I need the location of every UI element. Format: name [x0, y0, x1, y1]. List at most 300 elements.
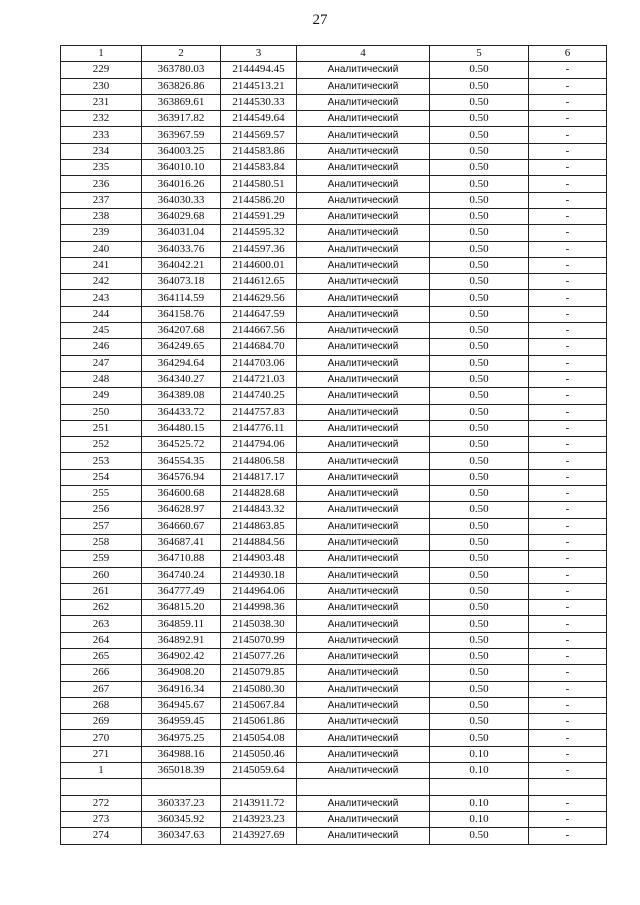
table-row	[61, 697, 607, 713]
method-cell: Аналитический	[297, 828, 430, 844]
x-coordinate-cell: 364294.64	[142, 355, 221, 371]
note-cell: -	[529, 176, 607, 192]
note-cell: -	[529, 420, 607, 436]
page-number: 27	[312, 12, 328, 28]
table-row	[61, 730, 607, 746]
table-row	[61, 551, 607, 567]
point-number-cell: 238	[61, 208, 142, 224]
method-cell: Аналитический	[297, 323, 430, 339]
y-coordinate-cell: 2144757.83	[221, 404, 297, 420]
point-number-cell: 235	[61, 160, 142, 176]
note-cell: -	[529, 600, 607, 616]
accuracy-cell: 0.50	[430, 518, 529, 534]
accuracy-cell: 0.50	[430, 323, 529, 339]
x-coordinate-cell: 364892.91	[142, 632, 221, 648]
table-row	[61, 567, 607, 583]
y-coordinate-cell: 2145059.64	[221, 763, 297, 779]
point-number-cell: 256	[61, 502, 142, 518]
point-number-cell: 260	[61, 567, 142, 583]
x-coordinate-cell: 360345.92	[142, 811, 221, 827]
method-cell: Аналитический	[297, 811, 430, 827]
y-coordinate-cell: 2145070.99	[221, 632, 297, 648]
point-number-cell	[61, 779, 142, 795]
point-number-cell: 257	[61, 518, 142, 534]
x-coordinate-cell: 364249.65	[142, 339, 221, 355]
method-cell: Аналитический	[297, 486, 430, 502]
point-number-cell: 249	[61, 388, 142, 404]
y-coordinate-cell: 2144597.36	[221, 241, 297, 257]
point-number-cell: 231	[61, 94, 142, 110]
table-row	[61, 600, 607, 616]
y-coordinate-cell: 2144828.68	[221, 486, 297, 502]
note-cell: -	[529, 616, 607, 632]
y-coordinate-cell: 2144667.56	[221, 323, 297, 339]
note-cell: -	[529, 208, 607, 224]
note-cell: -	[529, 306, 607, 322]
method-cell: Аналитический	[297, 94, 430, 110]
method-cell: Аналитический	[297, 795, 430, 811]
table-body	[61, 62, 607, 844]
note-cell: -	[529, 763, 607, 779]
table-row	[61, 176, 607, 192]
note-cell: -	[529, 681, 607, 697]
y-coordinate-cell: 2144703.06	[221, 355, 297, 371]
table-row	[61, 306, 607, 322]
note-cell	[529, 779, 607, 795]
accuracy-cell: 0.50	[430, 828, 529, 844]
point-number-cell: 265	[61, 648, 142, 664]
point-number-cell: 267	[61, 681, 142, 697]
y-coordinate-cell	[221, 779, 297, 795]
accuracy-cell: 0.50	[430, 192, 529, 208]
method-cell: Аналитический	[297, 274, 430, 290]
accuracy-cell: 0.10	[430, 746, 529, 762]
method-cell: Аналитический	[297, 192, 430, 208]
x-coordinate-cell: 363917.82	[142, 111, 221, 127]
note-cell: -	[529, 518, 607, 534]
x-coordinate-cell: 364480.15	[142, 420, 221, 436]
column-header-6: 6	[529, 46, 607, 62]
x-coordinate-cell: 364660.67	[142, 518, 221, 534]
y-coordinate-cell: 2144806.58	[221, 453, 297, 469]
accuracy-cell: 0.50	[430, 567, 529, 583]
method-cell: Аналитический	[297, 583, 430, 599]
note-cell: -	[529, 160, 607, 176]
x-coordinate-cell: 364003.25	[142, 143, 221, 159]
point-number-cell: 261	[61, 583, 142, 599]
point-number-cell: 259	[61, 551, 142, 567]
x-coordinate-cell: 363780.03	[142, 62, 221, 78]
accuracy-cell: 0.50	[430, 453, 529, 469]
note-cell: -	[529, 241, 607, 257]
table-row	[61, 779, 607, 795]
x-coordinate-cell: 364016.26	[142, 176, 221, 192]
y-coordinate-cell: 2145077.26	[221, 648, 297, 664]
accuracy-cell: 0.50	[430, 502, 529, 518]
method-cell: Аналитический	[297, 290, 430, 306]
point-number-cell: 245	[61, 323, 142, 339]
point-number-cell: 268	[61, 697, 142, 713]
accuracy-cell: 0.50	[430, 225, 529, 241]
note-cell: -	[529, 127, 607, 143]
table-row	[61, 388, 607, 404]
x-coordinate-cell: 364029.68	[142, 208, 221, 224]
point-number-cell: 272	[61, 795, 142, 811]
point-number-cell: 236	[61, 176, 142, 192]
y-coordinate-cell: 2144583.86	[221, 143, 297, 159]
accuracy-cell: 0.50	[430, 388, 529, 404]
x-coordinate-cell	[142, 779, 221, 795]
y-coordinate-cell: 2144549.64	[221, 111, 297, 127]
x-coordinate-cell: 364207.68	[142, 323, 221, 339]
note-cell: -	[529, 371, 607, 387]
accuracy-cell: 0.50	[430, 600, 529, 616]
point-number-cell: 252	[61, 437, 142, 453]
method-cell: Аналитический	[297, 551, 430, 567]
method-cell: Аналитический	[297, 681, 430, 697]
table-row	[61, 355, 607, 371]
y-coordinate-cell: 2144740.25	[221, 388, 297, 404]
x-coordinate-cell: 364031.04	[142, 225, 221, 241]
note-cell: -	[529, 437, 607, 453]
point-number-cell: 270	[61, 730, 142, 746]
y-coordinate-cell: 2143911.72	[221, 795, 297, 811]
x-coordinate-cell: 364340.27	[142, 371, 221, 387]
point-number-cell: 262	[61, 600, 142, 616]
accuracy-cell: 0.10	[430, 795, 529, 811]
note-cell: -	[529, 290, 607, 306]
note-cell: -	[529, 534, 607, 550]
method-cell: Аналитический	[297, 730, 430, 746]
x-coordinate-cell: 364859.11	[142, 616, 221, 632]
method-cell: Аналитический	[297, 355, 430, 371]
table-row	[61, 241, 607, 257]
y-coordinate-cell: 2144595.32	[221, 225, 297, 241]
y-coordinate-cell: 2144583.84	[221, 160, 297, 176]
note-cell: -	[529, 257, 607, 273]
accuracy-cell: 0.50	[430, 437, 529, 453]
method-cell: Аналитический	[297, 697, 430, 713]
y-coordinate-cell: 2144494.45	[221, 62, 297, 78]
coordinates-table	[60, 45, 607, 845]
table-row	[61, 453, 607, 469]
method-cell: Аналитический	[297, 600, 430, 616]
table-row	[61, 127, 607, 143]
x-coordinate-cell: 364945.67	[142, 697, 221, 713]
method-cell: Аналитический	[297, 648, 430, 664]
table-row	[61, 795, 607, 811]
y-coordinate-cell: 2145038.30	[221, 616, 297, 632]
accuracy-cell: 0.50	[430, 160, 529, 176]
note-cell: -	[529, 648, 607, 664]
method-cell: Аналитический	[297, 453, 430, 469]
y-coordinate-cell: 2144684.70	[221, 339, 297, 355]
table-row	[61, 192, 607, 208]
accuracy-cell: 0.50	[430, 665, 529, 681]
table-row	[61, 111, 607, 127]
method-cell: Аналитический	[297, 420, 430, 436]
accuracy-cell: 0.50	[430, 208, 529, 224]
column-header-3: 3	[221, 46, 297, 62]
accuracy-cell: 0.50	[430, 534, 529, 550]
x-coordinate-cell: 363826.86	[142, 78, 221, 94]
accuracy-cell: 0.10	[430, 763, 529, 779]
note-cell: -	[529, 143, 607, 159]
table-row	[61, 486, 607, 502]
accuracy-cell: 0.50	[430, 241, 529, 257]
y-coordinate-cell: 2144591.29	[221, 208, 297, 224]
point-number-cell: 273	[61, 811, 142, 827]
table-row	[61, 323, 607, 339]
method-cell: Аналитический	[297, 632, 430, 648]
table-row	[61, 534, 607, 550]
table-row	[61, 339, 607, 355]
x-coordinate-cell: 360337.23	[142, 795, 221, 811]
y-coordinate-cell: 2144930.18	[221, 567, 297, 583]
y-coordinate-cell: 2144580.51	[221, 176, 297, 192]
accuracy-cell: 0.50	[430, 469, 529, 485]
point-number-cell: 234	[61, 143, 142, 159]
accuracy-cell: 0.50	[430, 583, 529, 599]
y-coordinate-cell: 2144794.06	[221, 437, 297, 453]
x-coordinate-cell: 364030.33	[142, 192, 221, 208]
point-number-cell: 230	[61, 78, 142, 94]
table-row	[61, 62, 607, 78]
method-cell: Аналитический	[297, 534, 430, 550]
point-number-cell: 274	[61, 828, 142, 844]
point-number-cell: 255	[61, 486, 142, 502]
point-number-cell: 242	[61, 274, 142, 290]
point-number-cell: 250	[61, 404, 142, 420]
method-cell: Аналитический	[297, 437, 430, 453]
note-cell: -	[529, 632, 607, 648]
x-coordinate-cell: 364988.16	[142, 746, 221, 762]
y-coordinate-cell: 2145050.46	[221, 746, 297, 762]
note-cell: -	[529, 225, 607, 241]
y-coordinate-cell: 2144817.17	[221, 469, 297, 485]
note-cell: -	[529, 94, 607, 110]
point-number-cell: 240	[61, 241, 142, 257]
table-row	[61, 583, 607, 599]
note-cell: -	[529, 274, 607, 290]
accuracy-cell: 0.50	[430, 404, 529, 420]
point-number-cell: 244	[61, 306, 142, 322]
method-cell: Аналитический	[297, 763, 430, 779]
y-coordinate-cell: 2143923.23	[221, 811, 297, 827]
accuracy-cell: 0.50	[430, 78, 529, 94]
accuracy-cell: 0.50	[430, 681, 529, 697]
y-coordinate-cell: 2144647.59	[221, 306, 297, 322]
x-coordinate-cell: 364600.68	[142, 486, 221, 502]
note-cell: -	[529, 453, 607, 469]
point-number-cell: 232	[61, 111, 142, 127]
x-coordinate-cell: 360347.63	[142, 828, 221, 844]
column-header-4: 4	[297, 46, 430, 62]
y-coordinate-cell: 2144964.06	[221, 583, 297, 599]
x-coordinate-cell: 364975.25	[142, 730, 221, 746]
table-row	[61, 665, 607, 681]
point-number-cell: 243	[61, 290, 142, 306]
note-cell: -	[529, 567, 607, 583]
y-coordinate-cell: 2144530.33	[221, 94, 297, 110]
note-cell: -	[529, 339, 607, 355]
note-cell: -	[529, 730, 607, 746]
method-cell: Аналитический	[297, 111, 430, 127]
point-number-cell: 248	[61, 371, 142, 387]
accuracy-cell: 0.50	[430, 632, 529, 648]
method-cell: Аналитический	[297, 371, 430, 387]
accuracy-cell: 0.50	[430, 127, 529, 143]
accuracy-cell: 0.50	[430, 290, 529, 306]
point-number-cell: 233	[61, 127, 142, 143]
accuracy-cell: 0.50	[430, 62, 529, 78]
table-row	[61, 257, 607, 273]
accuracy-cell: 0.50	[430, 371, 529, 387]
note-cell: -	[529, 583, 607, 599]
x-coordinate-cell: 364777.49	[142, 583, 221, 599]
x-coordinate-cell: 364916.34	[142, 681, 221, 697]
method-cell: Аналитический	[297, 665, 430, 681]
accuracy-cell: 0.10	[430, 811, 529, 827]
table-row	[61, 290, 607, 306]
point-number-cell: 247	[61, 355, 142, 371]
accuracy-cell: 0.50	[430, 176, 529, 192]
point-number-cell: 263	[61, 616, 142, 632]
note-cell: -	[529, 502, 607, 518]
x-coordinate-cell: 364114.59	[142, 290, 221, 306]
table-row	[61, 648, 607, 664]
y-coordinate-cell: 2145079.85	[221, 665, 297, 681]
method-cell: Аналитический	[297, 469, 430, 485]
accuracy-cell: 0.50	[430, 551, 529, 567]
point-number-cell: 229	[61, 62, 142, 78]
method-cell: Аналитический	[297, 143, 430, 159]
table-row	[61, 404, 607, 420]
point-number-cell: 264	[61, 632, 142, 648]
y-coordinate-cell: 2144569.57	[221, 127, 297, 143]
point-number-cell: 246	[61, 339, 142, 355]
table-row	[61, 502, 607, 518]
accuracy-cell: 0.50	[430, 616, 529, 632]
x-coordinate-cell: 364740.24	[142, 567, 221, 583]
note-cell: -	[529, 811, 607, 827]
table-row	[61, 828, 607, 844]
method-cell: Аналитический	[297, 257, 430, 273]
method-cell: Аналитический	[297, 127, 430, 143]
table-row	[61, 420, 607, 436]
x-coordinate-cell: 364815.20	[142, 600, 221, 616]
y-coordinate-cell: 2144721.03	[221, 371, 297, 387]
accuracy-cell: 0.50	[430, 111, 529, 127]
method-cell: Аналитический	[297, 160, 430, 176]
point-number-cell: 253	[61, 453, 142, 469]
table-row	[61, 371, 607, 387]
table-row	[61, 518, 607, 534]
x-coordinate-cell: 364389.08	[142, 388, 221, 404]
note-cell: -	[529, 551, 607, 567]
y-coordinate-cell: 2144513.21	[221, 78, 297, 94]
point-number-cell: 271	[61, 746, 142, 762]
table-row	[61, 143, 607, 159]
y-coordinate-cell: 2144629.56	[221, 290, 297, 306]
point-number-cell: 239	[61, 225, 142, 241]
y-coordinate-cell: 2145061.86	[221, 714, 297, 730]
table-row	[61, 78, 607, 94]
x-coordinate-cell: 364902.42	[142, 648, 221, 664]
header-row	[61, 46, 607, 62]
y-coordinate-cell: 2145080.30	[221, 681, 297, 697]
note-cell: -	[529, 355, 607, 371]
note-cell: -	[529, 192, 607, 208]
method-cell: Аналитический	[297, 306, 430, 322]
accuracy-cell: 0.50	[430, 355, 529, 371]
accuracy-cell: 0.50	[430, 420, 529, 436]
accuracy-cell: 0.50	[430, 143, 529, 159]
x-coordinate-cell: 365018.39	[142, 763, 221, 779]
method-cell: Аналитический	[297, 225, 430, 241]
table-row	[61, 811, 607, 827]
x-coordinate-cell: 364628.97	[142, 502, 221, 518]
point-number-cell: 269	[61, 714, 142, 730]
accuracy-cell: 0.50	[430, 339, 529, 355]
table-row	[61, 763, 607, 779]
accuracy-cell: 0.50	[430, 306, 529, 322]
table-row	[61, 437, 607, 453]
table-row	[61, 746, 607, 762]
y-coordinate-cell: 2144863.85	[221, 518, 297, 534]
accuracy-cell: 0.50	[430, 94, 529, 110]
x-coordinate-cell: 363869.61	[142, 94, 221, 110]
method-cell: Аналитический	[297, 388, 430, 404]
note-cell: -	[529, 469, 607, 485]
note-cell: -	[529, 697, 607, 713]
note-cell: -	[529, 486, 607, 502]
table-row	[61, 681, 607, 697]
table-row	[61, 225, 607, 241]
x-coordinate-cell: 364433.72	[142, 404, 221, 420]
note-cell: -	[529, 714, 607, 730]
table-row	[61, 632, 607, 648]
note-cell: -	[529, 746, 607, 762]
x-coordinate-cell: 364042.21	[142, 257, 221, 273]
x-coordinate-cell: 364033.76	[142, 241, 221, 257]
table-row	[61, 616, 607, 632]
table-row	[61, 469, 607, 485]
column-header-5: 5	[430, 46, 529, 62]
note-cell: -	[529, 404, 607, 420]
method-cell: Аналитический	[297, 714, 430, 730]
method-cell: Аналитический	[297, 518, 430, 534]
y-coordinate-cell: 2145054.08	[221, 730, 297, 746]
method-cell: Аналитический	[297, 404, 430, 420]
accuracy-cell: 0.50	[430, 486, 529, 502]
x-coordinate-cell: 364525.72	[142, 437, 221, 453]
point-number-cell: 254	[61, 469, 142, 485]
y-coordinate-cell: 2145067.84	[221, 697, 297, 713]
x-coordinate-cell: 364010.10	[142, 160, 221, 176]
y-coordinate-cell: 2144998.36	[221, 600, 297, 616]
column-header-1: 1	[61, 46, 142, 62]
x-coordinate-cell: 363967.59	[142, 127, 221, 143]
method-cell: Аналитический	[297, 339, 430, 355]
x-coordinate-cell: 364710.88	[142, 551, 221, 567]
note-cell: -	[529, 388, 607, 404]
accuracy-cell: 0.50	[430, 730, 529, 746]
point-number-cell: 251	[61, 420, 142, 436]
point-number-cell: 241	[61, 257, 142, 273]
y-coordinate-cell: 2144884.56	[221, 534, 297, 550]
point-number-cell: 266	[61, 665, 142, 681]
